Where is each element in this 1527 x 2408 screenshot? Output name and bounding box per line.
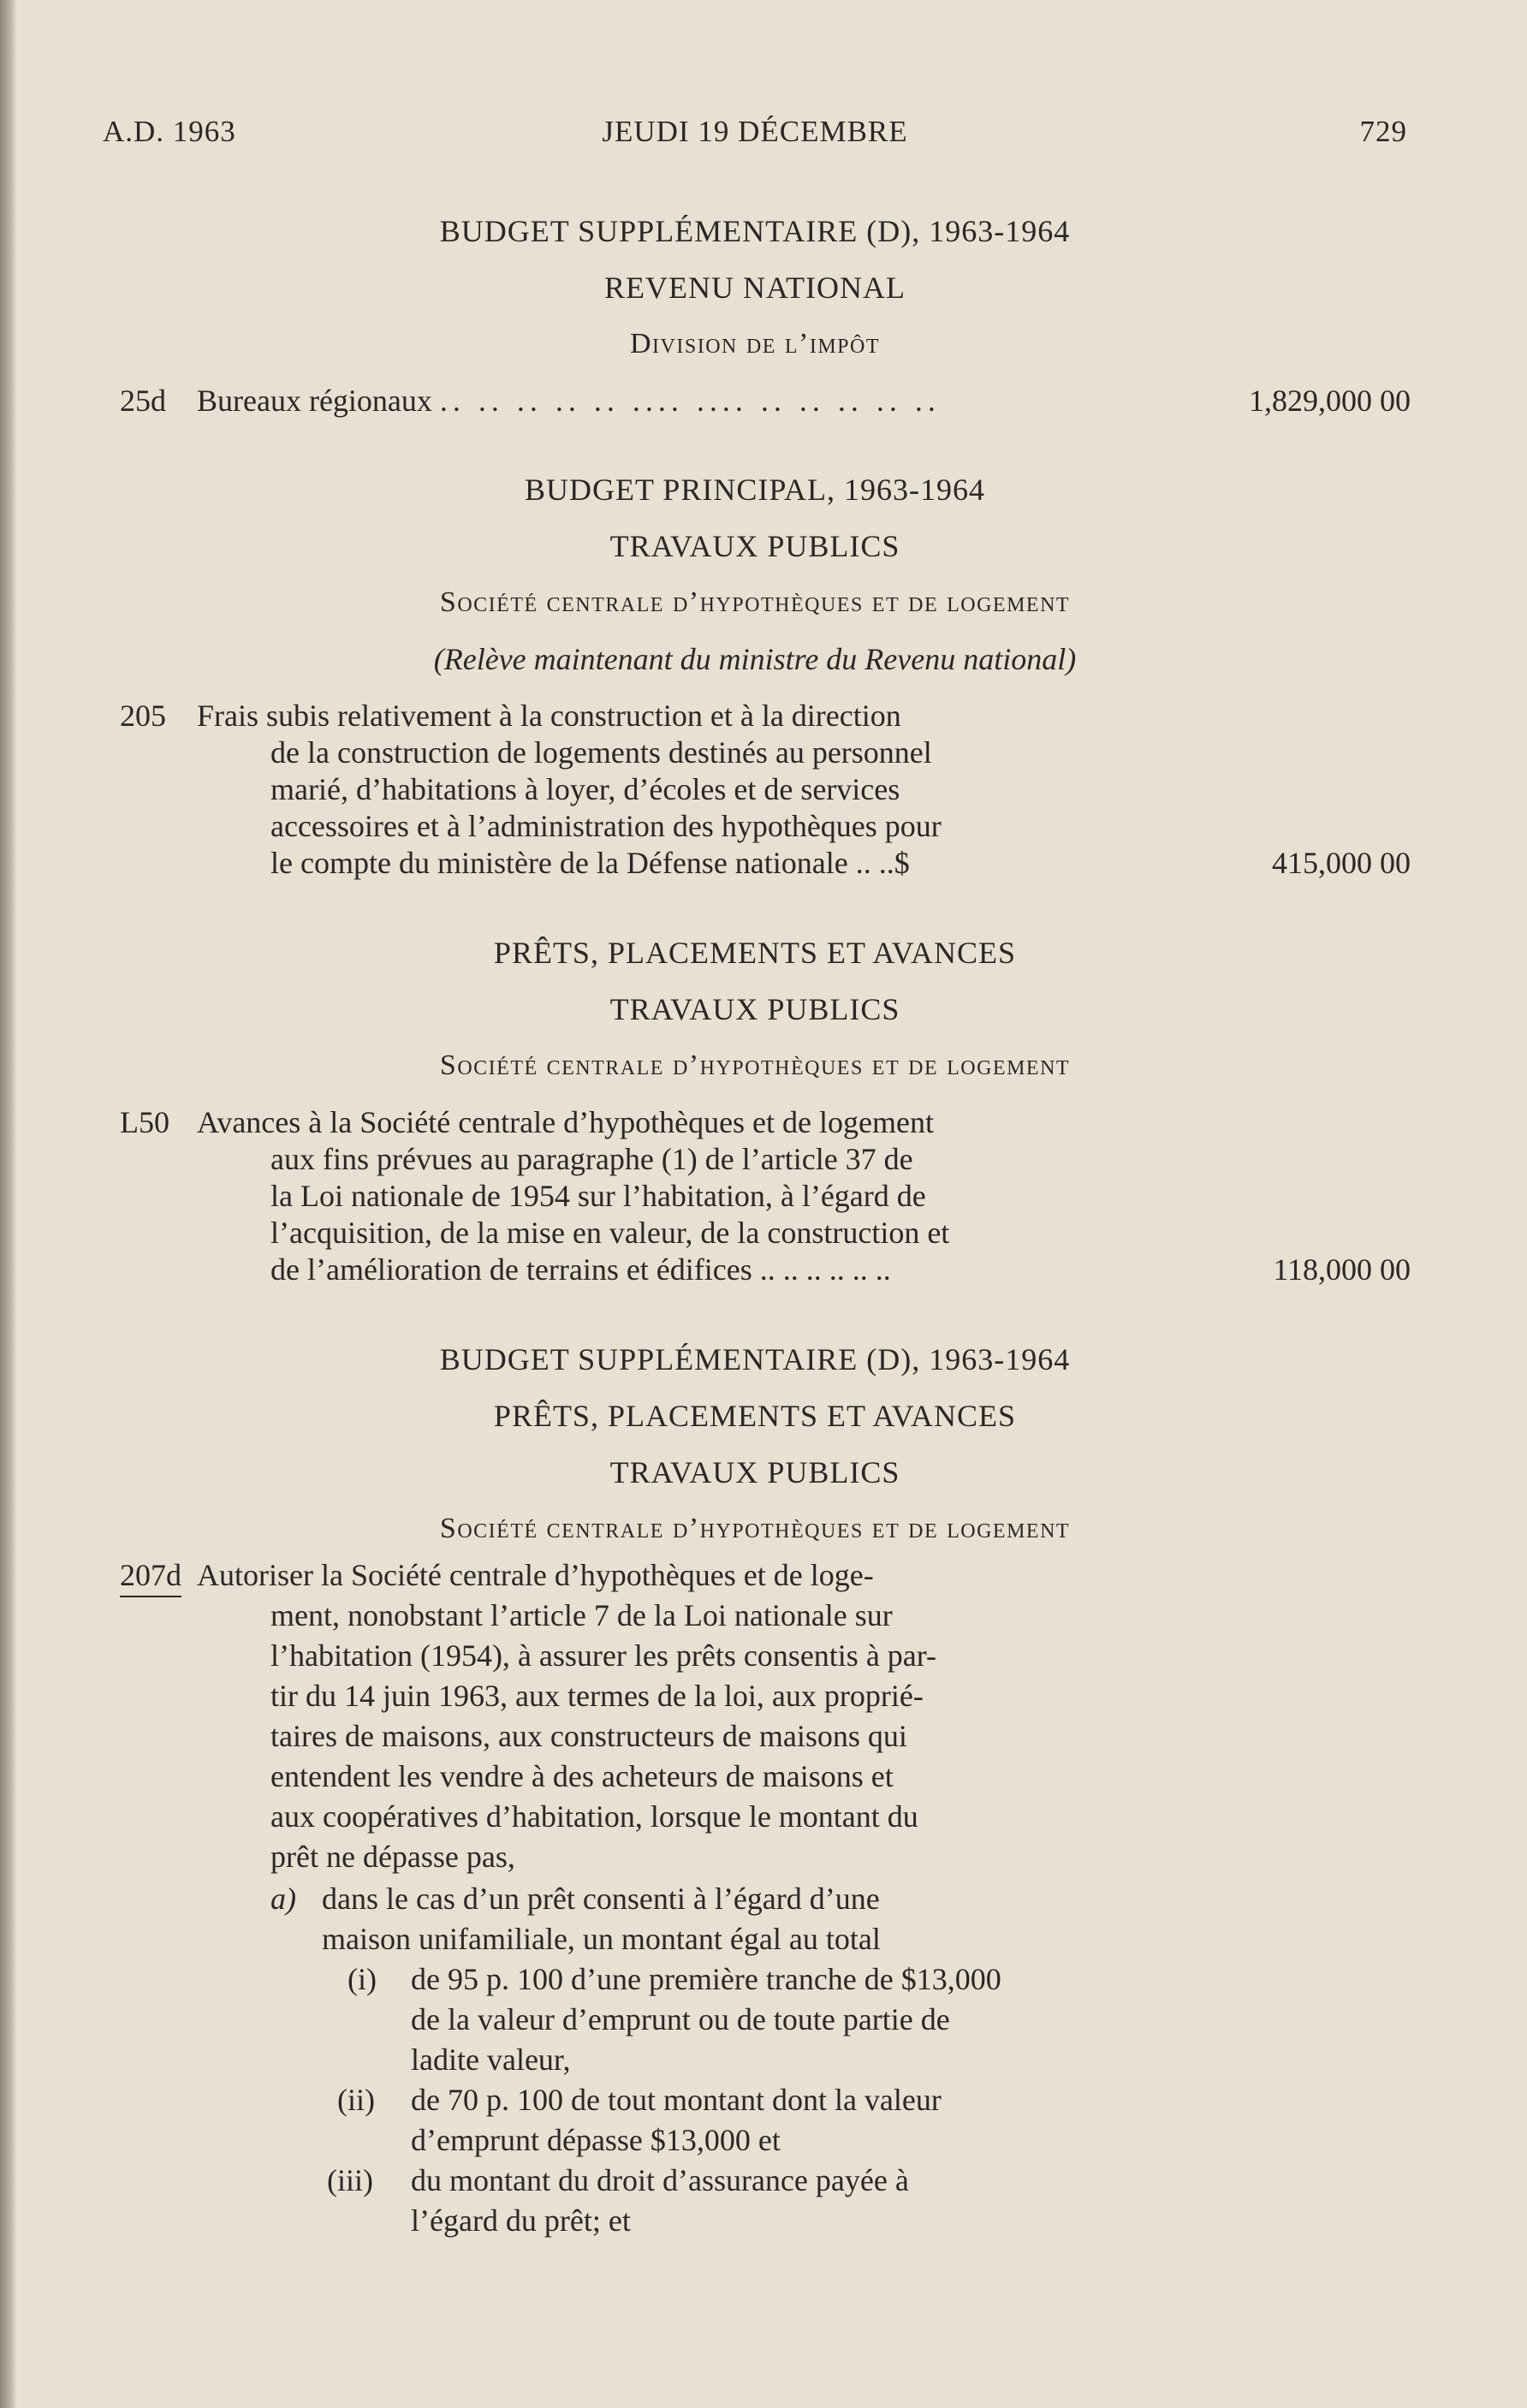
vote-text-line: tir du 14 juin 1963, aux termes de la loi, aux proprié- [270, 1679, 924, 1713]
vote-item [120, 1104, 1411, 1288]
subparagraph-i [197, 1959, 1241, 2080]
division-heading: Société centrale d’hypothèques et de logement [439, 1513, 1071, 1544]
subparagraph-text-line: de la valeur d’emprunt ou de toute partie de [411, 2002, 950, 2036]
vote-item [120, 383, 1411, 468]
vote-number: L50 [120, 1105, 169, 1139]
subparagraph-label: (ii) [337, 2083, 375, 2117]
division-heading: Société centrale d’hypothèques et de logement [439, 586, 1071, 618]
vote-text-line: taires de maisons, aux constructeurs de maisons qui [270, 1719, 907, 1753]
vote-text-line: de l’amélioration de terrains et édifices .. .. .. .. .. .. [270, 1252, 891, 1287]
vote-item [120, 1555, 1411, 2241]
vote-text-line: Autoriser la Société centrale d’hypothèques et de loge- [197, 1558, 874, 1592]
paragraph-a [197, 1879, 1241, 1959]
department-heading: REVENU NATIONAL [604, 271, 906, 305]
vote-text-line: aux fins prévues au paragraphe (1) de l’article 37 de [270, 1142, 913, 1176]
vote-text-line: aux coopératives d’habitation, lorsque le montant du [270, 1799, 918, 1834]
vote-number: 207d [120, 1555, 181, 1597]
vote-number: 25d [120, 383, 166, 418]
subparagraph-iii [197, 2161, 1241, 2241]
page-number: 729 [1359, 115, 1407, 148]
department-heading: TRAVAUX PUBLICS [609, 992, 900, 1026]
subparagraph-ii [197, 2080, 1241, 2161]
running-header [103, 115, 1407, 158]
section-title: PRÊTS, PLACEMENTS ET AVANCES [493, 936, 1017, 970]
division-heading: Société centrale d’hypothèques et de logement [439, 1049, 1071, 1081]
subparagraph-text-line: du montant du droit d’assurance payée à [411, 2163, 909, 2197]
subparagraph-text-line: d’emprunt dépasse $13,000 et [411, 2123, 781, 2157]
vote-text-line: entendent les vendre à des acheteurs de maisons et [270, 1759, 894, 1793]
vote-text-line: marié, d’habitations à loyer, d’écoles et de services [270, 772, 900, 806]
vote-text-line: ment, nonobstant l’article 7 de la Loi nationale sur [270, 1598, 893, 1632]
header-year: A.D. 1963 [103, 115, 236, 148]
paragraph-text-line: dans le cas d’un prêt consenti à l’égard d’une [322, 1882, 880, 1916]
vote-text-line: accessoires et à l’administration des hypothèques pour [270, 809, 942, 843]
division-heading: Division de l’impôt [629, 328, 881, 360]
header-date: JEUDI 19 DÉCEMBRE [602, 115, 908, 148]
vote-text-line: prêt ne dépasse pas, [270, 1840, 515, 1874]
section-title: BUDGET PRINCIPAL, 1963-1964 [524, 473, 986, 507]
vote-text-line: l’habitation (1954), à assurer les prêts consentis à par- [270, 1638, 937, 1673]
vote-amount: 415,000 00 [1272, 846, 1411, 880]
vote-text-line: Frais subis relativement à la construction et à la direction [197, 699, 901, 733]
vote-amount: 118,000 00 [1273, 1252, 1411, 1287]
vote-text-line: Avances à la Société centrale d’hypothèques et de logement [197, 1105, 934, 1139]
subparagraph-text-line: de 70 p. 100 de tout montant dont la valeur [411, 2083, 942, 2117]
vote-text: Bureaux régionaux [197, 383, 432, 418]
paragraph-label: a) [270, 1882, 296, 1916]
vote-number: 205 [120, 699, 166, 733]
subparagraph-text-line: l’égard du prêt; et [411, 2203, 631, 2238]
page-content [120, 210, 1411, 2241]
vote-amount: 1,829,000 00 [1249, 383, 1411, 418]
paragraph-text-line: maison unifamiliale, un montant égal au total [322, 1922, 881, 1956]
section-title: BUDGET SUPPLÉMENTAIRE (D), 1963-1964 [439, 214, 1071, 248]
note-heading: (Relève maintenant du ministre du Revenu national) [433, 642, 1077, 676]
department-heading: TRAVAUX PUBLICS [609, 529, 900, 563]
subsection-heading: PRÊTS, PLACEMENTS ET AVANCES [493, 1399, 1017, 1433]
department-heading: TRAVAUX PUBLICS [609, 1455, 900, 1489]
subparagraph-text-line: ladite valeur, [411, 2042, 571, 2077]
vote-text-line: l’acquisition, de la mise en valeur, de la construction et [270, 1216, 950, 1250]
vote-item [120, 698, 1411, 882]
vote-text-line: la Loi nationale de 1954 sur l’habitation, à l’égard de [270, 1179, 926, 1213]
subparagraph-label: (i) [348, 1962, 377, 1996]
subparagraph-label: (iii) [327, 2163, 373, 2197]
subparagraph-text-line: de 95 p. 100 d’une première tranche de $13,000 [411, 1962, 1001, 1996]
vote-text-line: de la construction de logements destinés au personnel [270, 735, 932, 770]
section-title: BUDGET SUPPLÉMENTAIRE (D), 1963-1964 [439, 1342, 1071, 1376]
dot-leaders: .. .. .. .. .. .... .... .. .. .. .. .. [439, 383, 941, 418]
vote-text-line: le compte du ministère de la Défense nationale .. ..$ [270, 846, 910, 880]
